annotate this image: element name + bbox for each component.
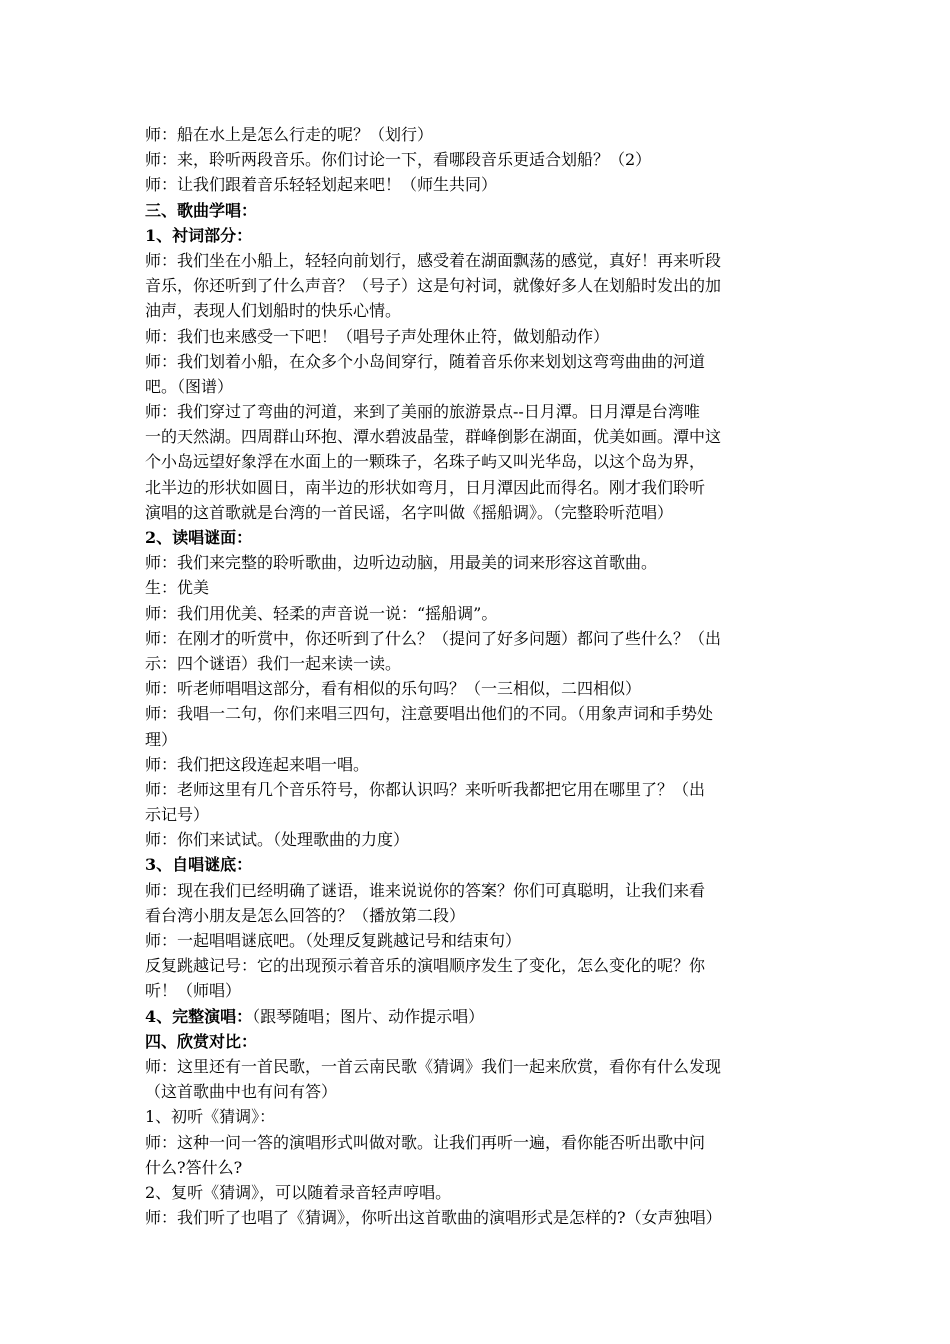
text-line bbox=[145, 777, 810, 802]
text-line bbox=[145, 424, 810, 449]
line-text: 吧。（图谱） bbox=[145, 376, 234, 396]
line-text: 师：这种一问一答的演唱形式叫做对歌。让我们再听一遍，看你能否听出歌中问 bbox=[145, 1132, 706, 1152]
line-text: 示记号） bbox=[145, 805, 210, 825]
line-text: 师：这里还有一首民歌，一首云南民歌《猜调》我们一起来欣赏，看你有什么发现 bbox=[145, 1056, 722, 1076]
text-line bbox=[145, 626, 810, 651]
heading-text: 四、欣赏对比： bbox=[145, 1031, 258, 1051]
text-line bbox=[145, 1205, 810, 1230]
section-heading bbox=[145, 1004, 810, 1029]
line-text: 师：一起唱唱谜底吧。（处理反复跳越记号和结束句） bbox=[145, 931, 522, 950]
text-line bbox=[145, 1054, 810, 1079]
section-heading bbox=[145, 198, 810, 223]
text-line bbox=[145, 147, 810, 172]
section-heading bbox=[145, 223, 810, 248]
line-text: 师：我们来完整的聆听歌曲，边听边动脑，用最美的词来形容这首歌曲。 bbox=[145, 553, 658, 573]
line-text: 师：我唱一二句，你们来唱三四句，注意要唱出他们的不同。（用象声词和手势处 bbox=[145, 704, 714, 724]
line-text: 反复跳越记号：它的出现预示着音乐的演唱顺序发生了变化，怎么变化的呢？你 bbox=[145, 956, 706, 976]
line-text: 师：我们穿过了弯曲的河道，来到了美丽的旅游景点--日月潭。日月潭是台湾唯 bbox=[145, 402, 700, 422]
line-text: 油声，表现人们划船时的快乐心情。 bbox=[145, 301, 402, 321]
document-body bbox=[145, 122, 810, 1230]
line-text: 看台湾小朋友是怎么回答的？（播放第二段） bbox=[145, 905, 466, 925]
line-text: 理） bbox=[145, 729, 178, 749]
line-text: 生：优美 bbox=[145, 578, 210, 598]
text-line bbox=[145, 651, 810, 676]
text-line bbox=[145, 349, 810, 374]
text-line bbox=[145, 500, 810, 525]
line-text: 师：听老师唱唱这部分，看有相似的乐句吗？（一三相似，二四相似） bbox=[145, 679, 642, 699]
text-line bbox=[145, 122, 810, 147]
heading-text: 4、完整演唱： bbox=[145, 1006, 253, 1026]
text-line bbox=[145, 399, 810, 424]
line-text: 示：四个谜语）我们一起来读一读。 bbox=[145, 653, 402, 673]
text-line bbox=[145, 172, 810, 197]
line-text: 师：船在水上是怎么行走的呢？（划行） bbox=[145, 125, 434, 144]
line-text: 个小岛远望好象浮在水面上的一颗珠子，名珠子屿又叫光华岛，以这个岛为界， bbox=[145, 452, 706, 472]
text-line bbox=[145, 878, 810, 903]
heading-text: 2、读唱谜面： bbox=[145, 528, 253, 547]
line-text: 什么?答什么? bbox=[145, 1157, 243, 1177]
text-line bbox=[145, 1079, 810, 1104]
text-line bbox=[145, 727, 810, 752]
line-text: 听！（师唱） bbox=[145, 981, 242, 1001]
heading-text: 1、衬词部分： bbox=[145, 225, 253, 245]
text-line bbox=[145, 1180, 810, 1205]
text-line bbox=[145, 953, 810, 978]
text-line bbox=[145, 575, 810, 600]
line-text: 师：在刚才的听赏中，你还听到了什么？（提问了好多问题）都问了些什么？（出 bbox=[145, 628, 722, 648]
line-text: 师：你们来试试。（处理歌曲的力度） bbox=[145, 830, 410, 850]
heading-text: 3、自唱谜底： bbox=[145, 855, 253, 875]
text-line bbox=[145, 374, 810, 399]
text-line bbox=[145, 449, 810, 474]
heading-text: 三、歌曲学唱： bbox=[145, 200, 258, 220]
text-line bbox=[145, 802, 810, 827]
line-text: 音乐，你还听到了什么声音？（号子）这是句衬词，就像好多人在划船时发出的加 bbox=[145, 276, 722, 296]
text-line bbox=[145, 550, 810, 575]
text-line bbox=[145, 324, 810, 349]
text-line bbox=[145, 248, 810, 273]
line-text: 师：我们划着小船，在众多个小岛间穿行，随着音乐你来划划这弯弯曲曲的河道 bbox=[145, 351, 706, 371]
text-line bbox=[145, 827, 810, 852]
line-text: 师：我们把这段连起来唱一唱。 bbox=[145, 754, 370, 774]
text-line bbox=[145, 1130, 810, 1155]
line-text: （跟琴随唱；图片、动作提示唱） bbox=[252, 1006, 485, 1026]
text-line bbox=[145, 903, 810, 928]
line-text: 师：现在我们已经明确了谜语，谁来说说你的答案？你们可真聪明，让我们来看 bbox=[145, 880, 706, 900]
line-text: 师：我们坐在小船上，轻轻向前划行，感受着在湖面飘荡的感觉，真好！再来听段 bbox=[145, 250, 722, 270]
line-text: 师：我们听了也唱了《猜调》，你听出这首歌曲的演唱形式是怎样的?（女声独唱） bbox=[145, 1208, 722, 1228]
text-line bbox=[145, 601, 810, 626]
line-text: 师：来，聆听两段音乐。你们讨论一下，看哪段音乐更适合划船？（2） bbox=[145, 150, 652, 170]
text-line bbox=[145, 701, 810, 726]
line-text: 师：我们也来感受一下吧！（唱号子声处理休止符，做划船动作） bbox=[145, 326, 610, 346]
line-text: 师：让我们跟着音乐轻轻划起来吧！（师生共同） bbox=[145, 175, 498, 195]
section-heading bbox=[145, 852, 810, 877]
text-line bbox=[145, 1104, 810, 1129]
section-heading bbox=[145, 525, 810, 550]
line-text: 演唱的这首歌就是台湾的一首民谣，名字叫做《摇船调》。（完整聆听范唱） bbox=[145, 502, 674, 522]
line-text: 北半边的形状如圆日，南半边的形状如弯月，日月潭因此而得名。刚才我们聆听 bbox=[145, 477, 706, 497]
text-line bbox=[145, 1155, 810, 1180]
text-line bbox=[145, 273, 810, 298]
text-line bbox=[145, 752, 810, 777]
section-heading bbox=[145, 1029, 810, 1054]
text-line bbox=[145, 676, 810, 701]
line-text: 1、初听《猜调》： bbox=[145, 1107, 276, 1127]
text-line bbox=[145, 978, 810, 1003]
line-text: 一的天然湖。四周群山环抱、潭水碧波晶莹，群峰倒影在湖面，优美如画。潭中这 bbox=[145, 427, 722, 447]
line-text: 师：我们用优美、轻柔的声音说一说：“摇船调”。 bbox=[145, 603, 498, 623]
text-line bbox=[145, 475, 810, 500]
line-text: 2、复听《猜调》，可以随着录音轻声哼唱。 bbox=[145, 1182, 452, 1202]
text-line bbox=[145, 928, 810, 953]
line-text: （这首歌曲中也有问有答） bbox=[145, 1082, 338, 1102]
line-text: 师：老师这里有几个音乐符号，你都认识吗？来听听我都把它用在哪里了？（出 bbox=[145, 779, 706, 799]
text-line bbox=[145, 298, 810, 323]
